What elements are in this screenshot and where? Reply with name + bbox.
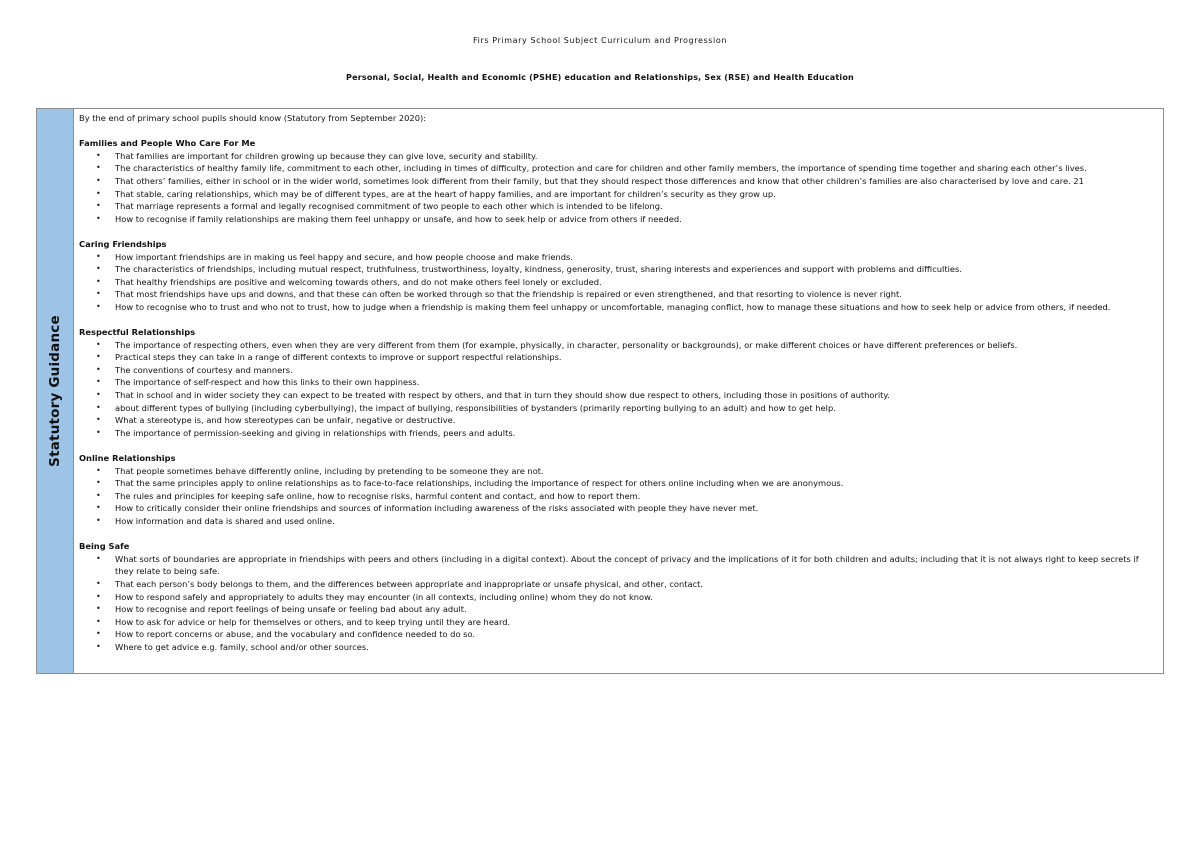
- bullet-icon: •: [96, 352, 101, 362]
- list-item-text: That the same principles apply to online relationships as to face-to-face relationships, including the importance of respect for others online including when we are anonymous.: [115, 478, 844, 489]
- section-heading: Online Relationships: [79, 453, 176, 464]
- list-item-text: That in school and in wider society they can expect to be treated with respect by others, and that in turn they should show due respect to others, including those in positions of authority.: [115, 390, 890, 401]
- section: [79, 238, 1159, 314]
- list-item: [79, 477, 1159, 490]
- list-item: [79, 301, 1159, 314]
- list-item-text: What sorts of boundaries are appropriate in friendships with peers and others (including in a digital context). About the concept of privacy and the implications of it for both children and adults; including that it is not always right to keep secrets if they relate to being safe.: [115, 553, 1139, 577]
- list-item: [79, 502, 1159, 515]
- bullet-icon: •: [96, 402, 101, 412]
- bullet-icon: •: [96, 604, 101, 614]
- list-item-text: The importance of permission-seeking and giving in relationships with friends, peers and adults.: [115, 427, 516, 438]
- list-item: [79, 251, 1159, 264]
- list-item: [79, 616, 1159, 629]
- bullet-icon: •: [96, 377, 101, 387]
- list-item-text: How to ask for advice or help for themselves or others, and to keep trying until they are heard.: [115, 616, 511, 627]
- list-item-text: That families are important for children growing up because they can give love, security and stability.: [115, 150, 538, 161]
- bullet-icon: •: [96, 150, 101, 160]
- list-item: [79, 276, 1159, 289]
- section: [79, 137, 1159, 225]
- list-item-text: The importance of self-respect and how this links to their own happiness.: [115, 377, 420, 388]
- side-label-cell: [37, 109, 74, 673]
- list-item-text: That people sometimes behave differently online, including by pretending to be someone they are not.: [115, 465, 544, 476]
- bullet-icon: •: [96, 516, 101, 525]
- bullet-icon: •: [96, 251, 101, 261]
- list-item-text: Practical steps they can take in a range of different contexts to improve or support respectful relationships.: [115, 352, 562, 363]
- list-item: [79, 553, 1159, 578]
- bullet-icon: •: [96, 163, 101, 173]
- list-item-text: How to report concerns or abuse, and the vocabulary and confidence needed to do so.: [115, 629, 476, 640]
- list-item: [79, 591, 1159, 604]
- list-item-text: That stable, caring relationships, which may be of different types, are at the heart of happy families, and are important for children’s security as they grow up.: [115, 188, 776, 199]
- list-item-text: The conventions of courtesy and manners.: [115, 364, 293, 375]
- bullet-icon: •: [96, 427, 101, 437]
- list-item: [79, 578, 1159, 591]
- list-item-text: The characteristics of healthy family life, commitment to each other, including in times of difficulty, protection and care for children and other family members, the importance of spending time together and sharing each other’s lives.: [115, 163, 1087, 174]
- bullet-icon: •: [96, 390, 101, 400]
- section-heading: Respectful Relationships: [79, 327, 196, 338]
- bullet-icon: •: [96, 465, 101, 475]
- list-item-text: The characteristics of friendships, including mutual respect, truthfulness, trustworthiness, loyalty, kindness, generosity, trust, sharing interests and experiences and support with problems and difficulties.: [115, 264, 962, 275]
- bullet-list: [79, 150, 1159, 226]
- list-item: [79, 515, 1159, 528]
- list-item: [79, 364, 1159, 377]
- list-item: [79, 465, 1159, 478]
- bullet-icon: •: [96, 616, 101, 626]
- bullet-list: [79, 465, 1159, 528]
- list-item: [79, 150, 1159, 163]
- list-item: [79, 213, 1159, 226]
- list-item-text: The importance of respecting others, even when they are very different from them (for example, physically, in character, personality or backgrounds), or make different choices or have different preferences or beliefs.: [115, 339, 1018, 350]
- list-item-text: That healthy friendships are positive and welcoming towards others, and do not make others feel lonely or excluded.: [115, 276, 602, 287]
- list-item: [79, 628, 1159, 641]
- list-item: [79, 427, 1159, 440]
- bullet-icon: •: [96, 301, 101, 311]
- section-heading: Families and People Who Care For Me: [79, 138, 256, 149]
- list-item: [79, 288, 1159, 301]
- list-item-text: How to recognise who to trust and who not to trust, how to judge when a friendship is making them feel unhappy or uncomfortable, managing conflict, how to manage these situations and how to seek help or advice from others, if needed.: [115, 301, 1111, 312]
- bullet-icon: •: [96, 553, 101, 563]
- section: [79, 452, 1159, 528]
- list-item-text: That most friendships have ups and downs, and that these can often be worked through so that the friendship is repaired or even strengthened, and that resorting to violence is never right.: [115, 289, 902, 300]
- list-item-text: How to respond safely and appropriately to adults they may encounter (in all contexts, including online) whom they do not know.: [115, 591, 653, 602]
- list-item-text: That marriage represents a formal and legally recognised commitment of two people to each other which is intended to be lifelong.: [115, 201, 663, 212]
- list-item: [79, 402, 1159, 415]
- bullet-icon: •: [96, 339, 101, 349]
- bullet-icon: •: [96, 201, 101, 211]
- bullet-list: [79, 251, 1159, 314]
- side-label: Statutory Guidance: [47, 315, 63, 467]
- bullet-icon: •: [96, 175, 101, 185]
- list-item: [79, 603, 1159, 616]
- bullet-icon: •: [96, 503, 101, 513]
- list-item: [79, 188, 1159, 201]
- section-heading: Caring Friendships: [79, 238, 167, 249]
- list-item-text: How to critically consider their online friendships and sources of information including awareness of the risks associated with people they have never met.: [115, 503, 759, 514]
- list-item-text: How to recognise and report feelings of being unsafe or feeling bad about any adult.: [115, 604, 467, 615]
- intro-text: By the end of primary school pupils should know (Statutory from September 2020):: [79, 113, 427, 123]
- bullet-icon: •: [96, 188, 101, 198]
- section: [79, 326, 1159, 439]
- statutory-guidance-table: [36, 108, 1164, 674]
- page-title: Firs Primary School Subject Curriculum and Progression: [473, 36, 727, 45]
- list-item: [79, 641, 1159, 654]
- bullet-icon: •: [96, 264, 101, 274]
- bullet-icon: •: [96, 478, 101, 488]
- list-item: [79, 263, 1159, 276]
- bullet-icon: •: [96, 641, 101, 651]
- list-item: [79, 339, 1159, 352]
- bullet-list: [79, 339, 1159, 440]
- bullet-icon: •: [96, 364, 101, 374]
- bullet-list: [79, 553, 1159, 654]
- list-item-text: The rules and principles for keeping safe online, how to recognise risks, harmful content and contact, and how to report them.: [115, 490, 641, 501]
- bullet-icon: •: [96, 415, 101, 425]
- bullet-icon: •: [96, 629, 101, 639]
- list-item: [79, 175, 1159, 188]
- bullet-icon: •: [96, 591, 101, 601]
- list-item-text: Where to get advice e.g. family, school and/or other sources.: [115, 641, 369, 652]
- bullet-icon: •: [96, 490, 101, 500]
- bullet-icon: •: [96, 578, 101, 588]
- guidance-content-cell: [74, 109, 1163, 673]
- list-item: [79, 490, 1159, 503]
- list-item: [79, 414, 1159, 427]
- list-item-text: That others’ families, either in school or in the wider world, sometimes look different from their family, but that they should respect those differences and know that other children’s families are also characterised by love and care. 21: [115, 175, 1084, 186]
- list-item-text: What a stereotype is, and how stereotypes can be unfair, negative or destructive.: [115, 415, 456, 426]
- page-subtitle: Personal, Social, Health and Economic (PSHE) education and Relationships, Sex (RSE) and Health Education: [346, 73, 854, 82]
- list-item: [79, 162, 1159, 175]
- list-item: [79, 376, 1159, 389]
- list-item: [79, 200, 1159, 213]
- list-item-text: How to recognise if family relationships are making them feel unhappy or unsafe, and how to seek help or advice from others if needed.: [115, 213, 682, 224]
- bullet-icon: •: [96, 276, 101, 286]
- bullet-icon: •: [96, 213, 101, 223]
- bullet-icon: •: [96, 289, 101, 299]
- sections-container: [79, 137, 1159, 653]
- list-item: [79, 351, 1159, 364]
- section: [79, 540, 1159, 653]
- list-item-text: about different types of bullying (including cyberbullying), the impact of bullying, responsibilities of bystanders (primarily reporting bullying to an adult) and how to get help.: [115, 402, 836, 413]
- section-heading: Being Safe: [79, 541, 130, 552]
- list-item-text: How important friendships are in making us feel happy and secure, and how people choose and make friends.: [115, 251, 573, 262]
- list-item-text: How information and data is shared and used online.: [115, 516, 335, 526]
- list-item-text: That each person’s body belongs to them, and the differences between appropriate and inappropriate or unsafe physical, and other, contact.: [115, 578, 704, 589]
- list-item: [79, 389, 1159, 402]
